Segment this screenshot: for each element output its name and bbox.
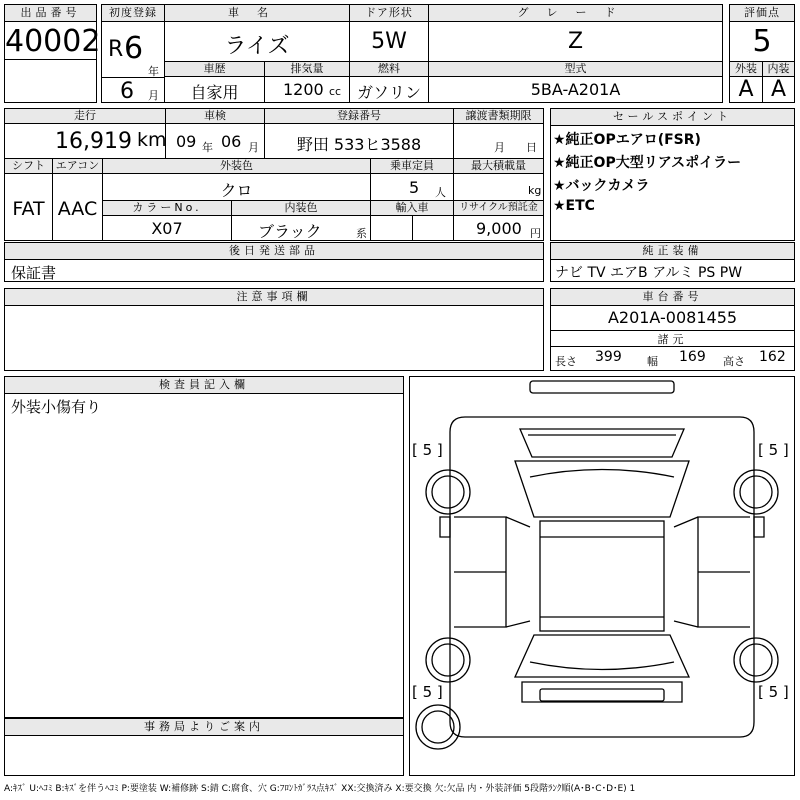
- later-parts-value: 保証書: [11, 264, 57, 282]
- sales-point-label: セールスポイント: [551, 109, 794, 126]
- reg-no-value: 野田 533ヒ3588: [296, 135, 422, 154]
- month-value: 6: [120, 79, 134, 104]
- mileage-label: 走行: [4, 108, 166, 124]
- inspector-label: 検査員記入欄: [5, 377, 403, 394]
- grade-value: Z: [567, 29, 584, 54]
- tire-mark-front-right: [ 5 ]: [758, 441, 789, 459]
- notes-label: 注意事項欄: [5, 289, 543, 306]
- office-box: [4, 718, 404, 776]
- car-name-value: ライズ: [224, 34, 290, 59]
- height-label: 高さ: [723, 355, 745, 368]
- model-label: 型式: [428, 61, 723, 77]
- first-reg-label: 初度登録: [102, 5, 164, 22]
- chassis-box: [550, 288, 795, 371]
- capacity-value: 5: [409, 178, 420, 197]
- color-no-value: X07: [151, 219, 183, 238]
- history-value: 自家用: [190, 83, 239, 102]
- interior-value: A: [770, 77, 787, 102]
- shift-value: FAT: [12, 198, 45, 220]
- inspector-box: [4, 376, 404, 718]
- history-label: 車歴: [164, 61, 265, 77]
- genuine-value: ナビ TV エアB アルミ PS PW: [555, 265, 743, 281]
- chassis-label: 車台番号: [551, 289, 794, 306]
- sales-point-box: [550, 108, 795, 241]
- shift-label: シフト: [4, 158, 53, 174]
- capacity-unit: 人: [435, 186, 446, 199]
- chassis-value: A201A-0081455: [607, 308, 738, 327]
- car-name-box: [164, 4, 350, 62]
- aircon-value: AAC: [57, 198, 98, 220]
- max-load-label: 最大積載量: [453, 158, 544, 174]
- exterior-label: 外装: [729, 61, 763, 77]
- int-color-label: 内装色: [231, 200, 371, 216]
- door-label: ドア形状: [350, 5, 428, 22]
- reg-no-label: 登録番号: [264, 108, 454, 124]
- score-label: 評価点: [730, 5, 794, 22]
- car-diagram: [409, 376, 795, 776]
- door-box: [349, 4, 429, 62]
- office-label: 事務局よりご案内: [5, 719, 403, 736]
- insp-month-unit: 月: [248, 141, 259, 154]
- kg-unit: kg: [528, 184, 542, 197]
- inspector-note: 外装小傷有り: [11, 398, 102, 416]
- first-reg-box: [101, 4, 165, 103]
- auction-no-value: 40002: [5, 24, 101, 59]
- transfer-day-unit: 日: [526, 141, 537, 154]
- length-label: 長さ: [555, 355, 577, 368]
- tire-mark-rear-left: [ 5 ]: [412, 683, 443, 701]
- auction-no-box: [4, 4, 101, 60]
- import-label: 輸入車: [370, 200, 454, 216]
- aircon-label: エアコン: [52, 158, 103, 174]
- interior-label: 内装: [762, 61, 795, 77]
- fuel-label: 燃料: [349, 61, 429, 77]
- transfer-month-unit: 月: [494, 141, 505, 154]
- score-box: [729, 4, 795, 62]
- fuel-value: ガソリン: [356, 83, 421, 102]
- auction-no-blank: [4, 59, 97, 103]
- score-value: 5: [752, 24, 772, 59]
- capacity-label: 乗車定員: [370, 158, 454, 174]
- yen-unit: 円: [530, 227, 541, 240]
- grade-label: グレード: [429, 5, 722, 22]
- sales-point-item: ★バックカメラ: [553, 178, 650, 194]
- sales-point-item: ★純正OPエアロ(FSR): [553, 132, 701, 148]
- car-name-label: 車名: [165, 5, 349, 22]
- mileage-value: 16,919: [55, 129, 132, 154]
- month-unit: 月: [148, 89, 159, 102]
- width-label: 幅: [647, 355, 658, 368]
- insp-month-value: 06: [221, 132, 242, 151]
- later-parts-label: 後日発送部品: [5, 243, 543, 260]
- int-color-value: ブラック: [258, 222, 322, 241]
- specs-label: 諸元: [657, 333, 688, 346]
- tire-mark-front-left: [ 5 ]: [412, 441, 443, 459]
- legend-text: A:ｷｽﾞ U:ﾍｺﾐ B:ｷｽﾞを伴うﾍｺﾐ P:要塗装 W:補修跡 S:錆 C:腐食、穴 G:ﾌﾛﾝﾄｶﾞﾗｽ点ｷｽﾞ XX:交換済み X:要交換 欠:欠品 内・外装評価 5段階ﾗﾝｸ順(A･B･C･D･E) 1: [4, 784, 636, 794]
- year-value: 6: [124, 31, 144, 66]
- displacement-label: 排気量: [264, 61, 350, 77]
- insp-year-value: 09: [176, 132, 197, 151]
- height-value: 162: [759, 349, 786, 365]
- car-outline-drawing: [410, 377, 794, 775]
- cc-unit: cc: [329, 85, 342, 98]
- later-parts-box: [4, 242, 544, 282]
- recycle-value: 9,000: [476, 219, 522, 238]
- door-value: 5W: [371, 29, 407, 54]
- tire-mark-rear-right: [ 5 ]: [758, 683, 789, 701]
- insp-year-unit: 年: [202, 141, 213, 154]
- sales-point-item: ★ETC: [553, 198, 595, 214]
- notes-box: [4, 288, 544, 371]
- genuine-label: 純正装備: [551, 243, 794, 260]
- length-value: 399: [595, 349, 622, 365]
- km-unit: km: [137, 129, 167, 151]
- era-value: R: [108, 37, 124, 62]
- inspection-label: 車検: [165, 108, 265, 124]
- color-no-label: カラーNo.: [102, 200, 232, 216]
- ext-color-value: クロ: [220, 181, 253, 200]
- displacement-value: 1200: [283, 80, 324, 99]
- transfer-label: 譲渡書類期限: [453, 108, 544, 124]
- grade-box: [428, 4, 723, 62]
- sales-point-item: ★純正OP大型リアスポイラー: [553, 155, 742, 171]
- width-value: 169: [679, 349, 706, 365]
- model-value: 5BA-A201A: [530, 80, 621, 99]
- ext-color-label: 外装色: [102, 158, 371, 174]
- auction-no-label: 出品番号: [5, 5, 96, 22]
- year-unit: 年: [148, 65, 159, 78]
- kei-unit: 系: [356, 227, 367, 240]
- exterior-value: A: [738, 77, 754, 102]
- recycle-label: リサイクル預託金: [453, 200, 544, 216]
- genuine-box: [550, 242, 795, 282]
